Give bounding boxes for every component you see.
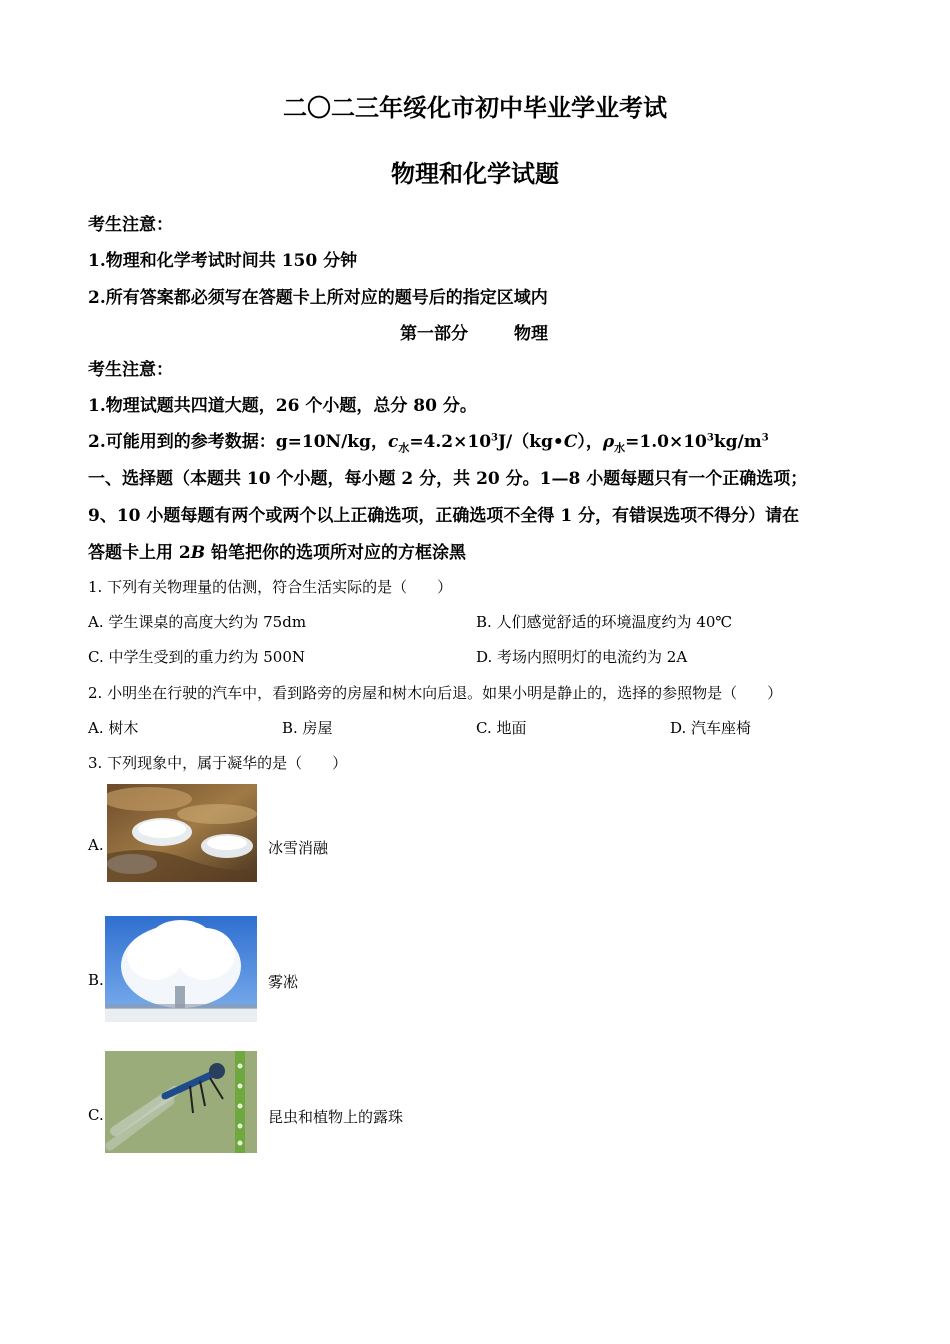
superscript: 3: [706, 432, 714, 444]
option-c: C. 地面: [476, 719, 527, 737]
option-c-label: C.: [88, 1106, 104, 1124]
option-b-text: 雾凇: [268, 973, 299, 991]
option-d: D. 汽车座椅: [670, 719, 752, 737]
notice-item: 2.所有答案都必须写在答题卡上所对应的题号后的指定区域内: [88, 288, 548, 308]
reference-data: [88, 427, 769, 455]
question-stem: 1. 下列有关物理量的估测，符合生活实际的是（ ）: [88, 578, 453, 596]
rho-value: =1.0×10: [625, 432, 707, 452]
option-c-text: 昆虫和植物上的露珠: [268, 1108, 404, 1126]
section-instructions: 一、选择题（本题共 10 个小题，每小题 2 分，共 20 分。1—8 小题每题只有一个正确选项；: [88, 469, 808, 489]
symbol-rho: ρ: [602, 432, 615, 452]
option-b-label: B.: [88, 971, 104, 989]
dew-insect-image: [105, 1051, 257, 1153]
part-subject: 物理: [514, 324, 548, 344]
instruction-text: 答题卡上用 2: [88, 543, 191, 563]
question-stem: 2. 小明坐在行驶的汽车中，看到路旁的房屋和树木向后退。如果小明是静止的，选择的参照物是（ ）: [88, 684, 783, 702]
page-title: 二〇二三年绥化市初中毕业学业考试: [283, 93, 667, 122]
reference-prefix: 2.可能用到的参考数据：g=10N/kg，: [88, 432, 388, 452]
c-unit: J/（kg•: [498, 432, 564, 452]
section-instructions: [88, 538, 466, 563]
instruction-italic: B: [190, 543, 206, 563]
melting-ice-illustration: [107, 784, 257, 882]
c-unit-celsius: C: [563, 432, 578, 452]
rime-frost-illustration: [105, 916, 257, 1022]
option-b: B. 人们感觉舒适的环境温度约为 40℃: [476, 613, 733, 631]
notice-heading: 考生注意：: [88, 215, 173, 235]
notice-heading: 考生注意：: [88, 360, 173, 380]
option-a: A. 学生课桌的高度大约为 75dm: [88, 613, 307, 631]
option-c: C. 中学生受到的重力约为 500N: [88, 648, 306, 666]
option-d: D. 考场内照明灯的电流约为 2A: [476, 648, 688, 666]
superscript: 3: [491, 432, 499, 444]
rho-unit: kg/m: [713, 432, 762, 452]
option-a-label: A.: [88, 836, 104, 854]
section-instructions: 9、10 小题每题有两个或两个以上正确选项，正确选项不全得 1 分，有错误选项不得分）请在: [88, 506, 800, 526]
subscript-water: 水: [614, 441, 626, 455]
instruction-text: 铅笔把你的选项所对应的方框涂黑: [205, 543, 467, 563]
superscript: 3: [761, 432, 769, 444]
notice-item: 1.物理和化学考试时间共 150 分钟: [88, 251, 358, 271]
notice-item: 1.物理试题共四道大题，26 个小题，总分 80 分。: [88, 396, 477, 416]
c-unit-end: ），: [577, 432, 603, 452]
rime-frost-image: [105, 916, 257, 1022]
melting-ice-image: [107, 784, 257, 882]
part-label: 第一部分: [400, 324, 468, 344]
option-b: B. 房屋: [282, 719, 333, 737]
option-a-text: 冰雪消融: [268, 839, 329, 857]
dew-insect-illustration: [105, 1051, 257, 1153]
question-stem: 3. 下列现象中，属于凝华的是（ ）: [88, 754, 348, 772]
option-a: A. 树木: [88, 719, 139, 737]
subscript-water: 水: [398, 441, 410, 455]
c-value: =4.2×10: [409, 432, 492, 452]
symbol-c: c: [387, 432, 399, 452]
page-subtitle: 物理和化学试题: [391, 159, 559, 188]
